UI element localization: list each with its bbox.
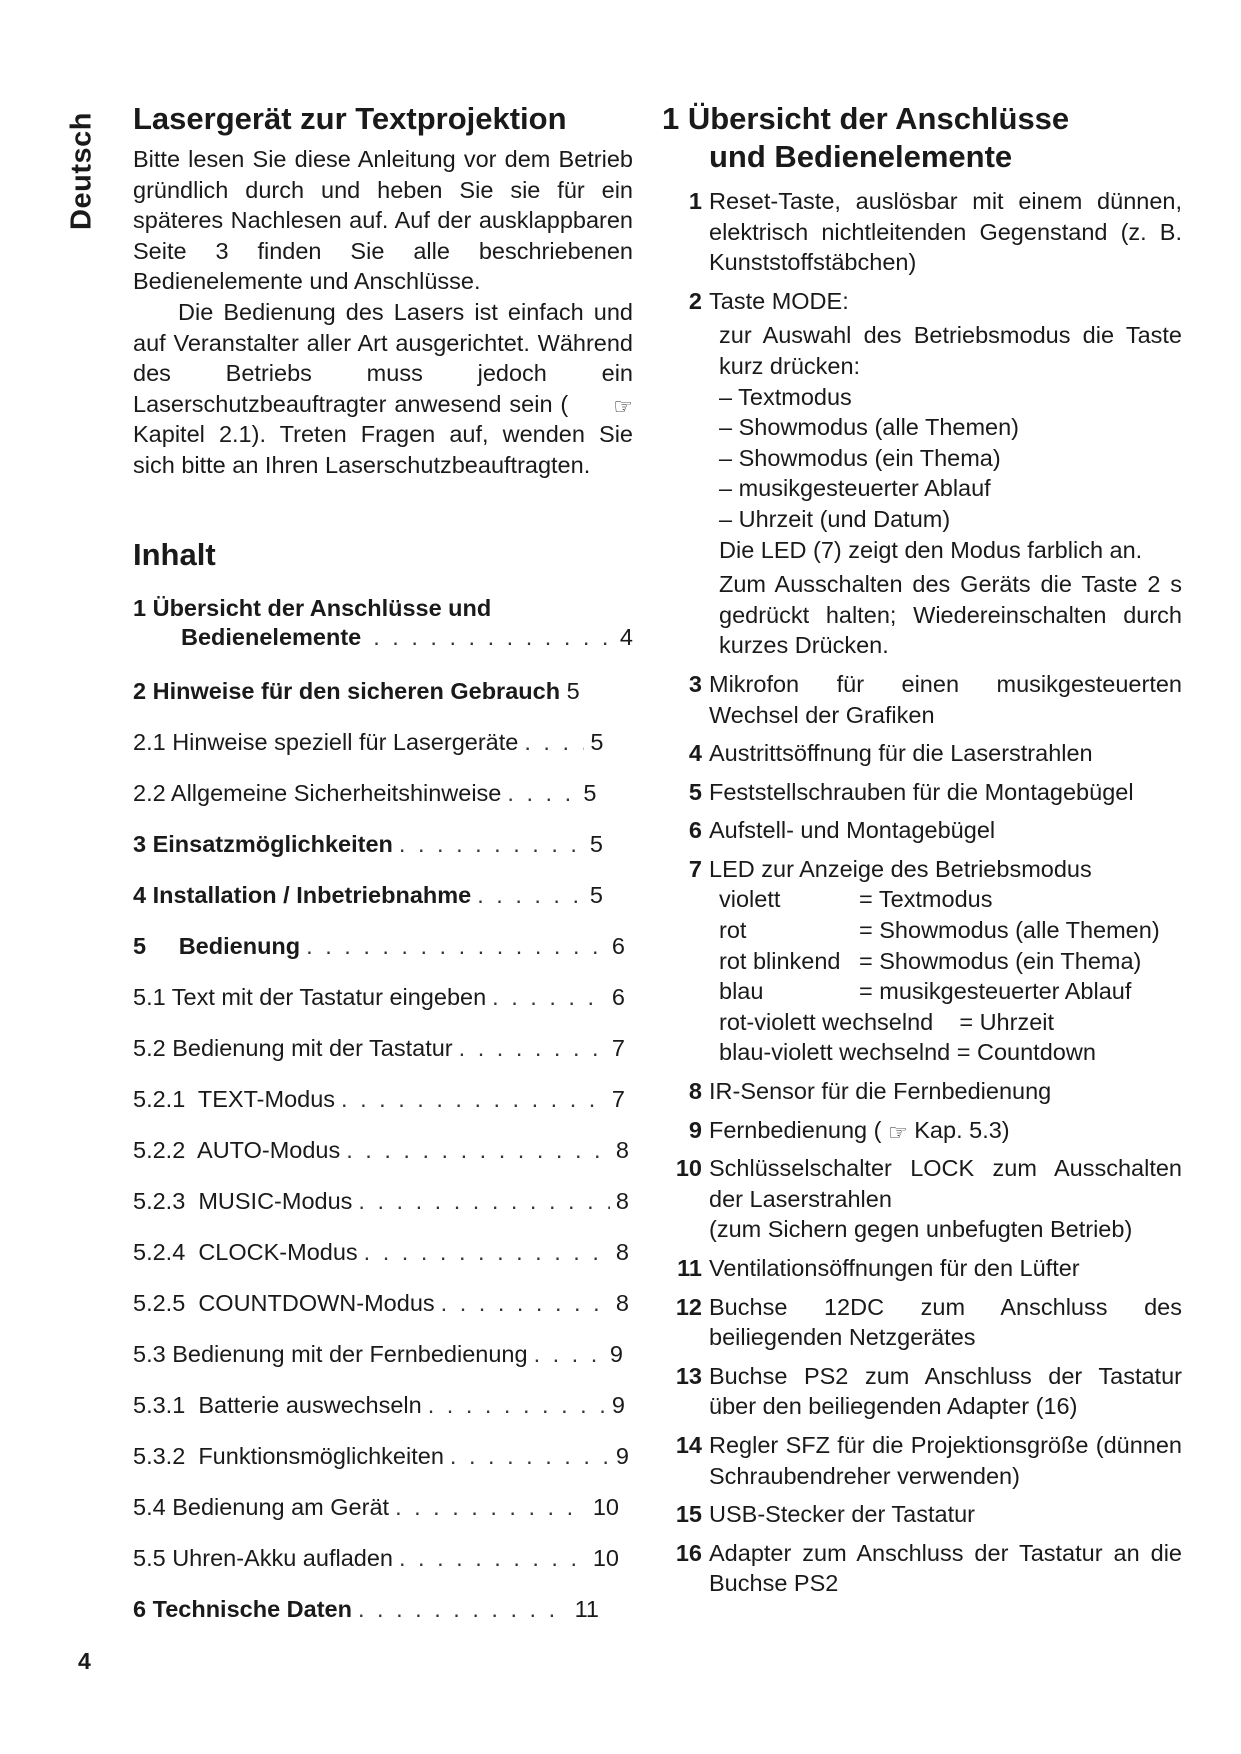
toc-entry-1[interactable]: 1 Übersicht der Anschlüsse und Bedienelemente . . . 4 <box>133 595 633 678</box>
list-item-10: 10 Schlüsselschalter LOCK zum Ausschalten der Laserstrahlen (zum Sichern gegen unbefugten Betrieb) <box>675 1155 1182 1243</box>
section-title-line-1: 1 Übersicht der Anschlüsse <box>662 101 1070 136</box>
intro-paragraph-2: Die Bedienung des Lasers ist einfach und auf Veranstalter aller Art ausgerichtet. Während des Betriebs muss jedoch ein Laserschutzbeauftragter anwesend sein ( ☞ Kapitel 2.1). Treten Fragen auf, wenden Sie sich bitte an Ihren Laserschutzbeauftragten. <box>133 298 633 478</box>
toc-entry-2-1[interactable]: 2.1 Hinweise speziell für Lasergeräte . . . 5 <box>133 729 633 780</box>
pointing-hand-icon: ☞ <box>887 1119 908 1145</box>
list-item-6: 6 Aufstell- und Montagebügel <box>688 817 996 844</box>
list-item-14: 14 Regler SFZ für die Projektionsgröße (dünnen Schraubendreher verwenden) <box>675 1431 1182 1489</box>
toc-entry-5-2-3[interactable]: 5.2.3 MUSIC-Modus . . . 8 <box>133 1188 629 1239</box>
led-row: blau = musikgesteuerter Ablauf <box>719 978 1132 1005</box>
intro-text <box>133 144 633 481</box>
section-title <box>662 100 1182 176</box>
toc-entry-5-2-4[interactable]: 5.2.4 CLOCK-Modus . . . 8 <box>133 1239 629 1290</box>
toc-entry-5-3[interactable]: 5.3 Bedienung mit der Fernbedienung . . . 9 <box>133 1341 623 1392</box>
toc-entry-4[interactable]: 4 Installation / Inbetriebnahme . . . 5 <box>133 882 603 933</box>
pointing-hand-icon: ☞ <box>613 393 633 419</box>
list-item-11: 11 Ventilationsöffnungen für den Lüfter <box>677 1255 1080 1281</box>
toc-entry-2[interactable]: 2 Hinweise für den sicheren Gebrauch 5 <box>133 677 580 704</box>
led-row: rot = Showmodus (alle Themen) <box>719 917 1160 944</box>
toc-entry-5-1[interactable]: 5.1 Text mit der Tastatur eingeben . . . 6 <box>133 984 625 1035</box>
list-item-3: 3 Mikrofon für einen musikgesteuerten Wechsel der Grafiken <box>688 670 1182 728</box>
led-row: violett = Textmodus <box>719 886 993 913</box>
toc-entry-5-2-1[interactable]: 5.2.1 TEXT-Modus . . . 7 <box>133 1086 625 1137</box>
right-column <box>662 100 1182 1607</box>
toc-entry-6[interactable]: 6 Technische Daten . . . 11 <box>133 1596 599 1647</box>
intro-paragraph-1: Bitte lesen Sie diese Anleitung vor dem Betrieb gründlich durch und heben Sie sie für ein späteres Nachlesen auf. Auf der ausklappbaren Seite 3 finden Sie alle beschriebenen Bedienelemente und Anschlüsse. <box>133 146 633 295</box>
list-item-4: 4 Austrittsöffnung für die Laserstrahlen <box>688 740 1093 767</box>
toc-entry-5-2[interactable]: 5.2 Bedienung mit der Tastatur . . . 7 <box>133 1035 625 1086</box>
toc-entry-5-2-2[interactable]: 5.2.2 AUTO-Modus . . . 8 <box>133 1137 629 1188</box>
section-title-line-2: und Bedienelemente <box>709 139 1013 174</box>
list-item-2: 2 Taste MODE: zur Auswahl des Betriebsmodus die Taste kurz drücken: – Textmodus – Showmodus (alle Themen) – Showmodus (ein Thema) – musikgesteuerter Ablauf – Uhrzeit (und Datum) Die LED (7) zeigt den Modus farblich an. Zum Ausschalten des Geräts die Taste 2 s gedrückt halten; Wiedereinschalten durch kurzes Drücken. <box>688 287 1182 659</box>
language-tab <box>62 106 102 236</box>
left-column <box>133 100 633 1647</box>
page-title: Lasergerät zur Textprojektion <box>133 101 567 136</box>
list-item-9: 9 Fernbedienung ( ☞ Kap. 5.3) <box>688 1116 1010 1145</box>
list-item-1: 1 Reset-Taste, auslösbar mit einem dünnen, elektrisch nichtleitenden Gegenstand (z. B. Kunststoffstäbchen) <box>688 188 1182 276</box>
list-item-7: 7 LED zur Anzeige des Betriebsmodus violett = Textmodus rot = Showmodus (alle Themen) rot blinkend = Showmodus (ein Thema) blau = musikgesteuerter Ablauf rot-violett wechselnd = Uhrzeit blau-violett wechselnd = Countdown <box>662 854 1182 1068</box>
toc-title: Inhalt <box>133 536 216 572</box>
language-label: Deutsch <box>65 112 98 230</box>
toc-entry-3[interactable]: 3 Einsatzmöglichkeiten . . . 5 <box>133 831 603 882</box>
list-item-5: 5 Feststellschrauben für die Montagebügel <box>688 778 1134 805</box>
toc-entry-5-5[interactable]: 5.5 Uhren-Akku aufladen . . . 10 <box>133 1545 619 1596</box>
list-item-15: 15 USB-Stecker der Tastatur <box>675 1501 976 1528</box>
list-item-16: 16 Adapter zum Anschluss der Tastatur an die Buchse PS2 <box>675 1539 1182 1597</box>
toc-entry-5-3-1[interactable]: 5.3.1 Batterie auswechseln . . . 9 <box>133 1392 625 1443</box>
toc-entry-2-2[interactable]: 2.2 Allgemeine Sicherheitshinweise . . . 5 <box>133 780 633 831</box>
list-item-12: 12 Buchse 12DC zum Anschluss des beiliegenden Netzgerätes <box>675 1293 1182 1351</box>
toc-entry-5-3-2[interactable]: 5.3.2 Funktionsmöglichkeiten . . . 9 <box>133 1443 629 1494</box>
list-item-8: 8 IR-Sensor für die Fernbedienung <box>688 1078 1052 1105</box>
element-list <box>662 186 1182 1599</box>
led-row: rot blinkend = Showmodus (ein Thema) <box>719 947 1142 974</box>
toc-entry-5[interactable]: 5 Bedienung . . . 6 <box>133 933 625 984</box>
table-of-contents <box>133 595 633 1647</box>
toc-entry-5-2-5[interactable]: 5.2.5 COUNTDOWN-Modus . . . 8 <box>133 1290 629 1341</box>
page-number: 4 <box>78 1648 91 1674</box>
list-item-13: 13 Buchse PS2 zum Anschluss der Tastatur über den beiliegenden Adapter (16) <box>675 1362 1182 1420</box>
toc-entry-5-4[interactable]: 5.4 Bedienung am Gerät . . . 10 <box>133 1494 619 1545</box>
